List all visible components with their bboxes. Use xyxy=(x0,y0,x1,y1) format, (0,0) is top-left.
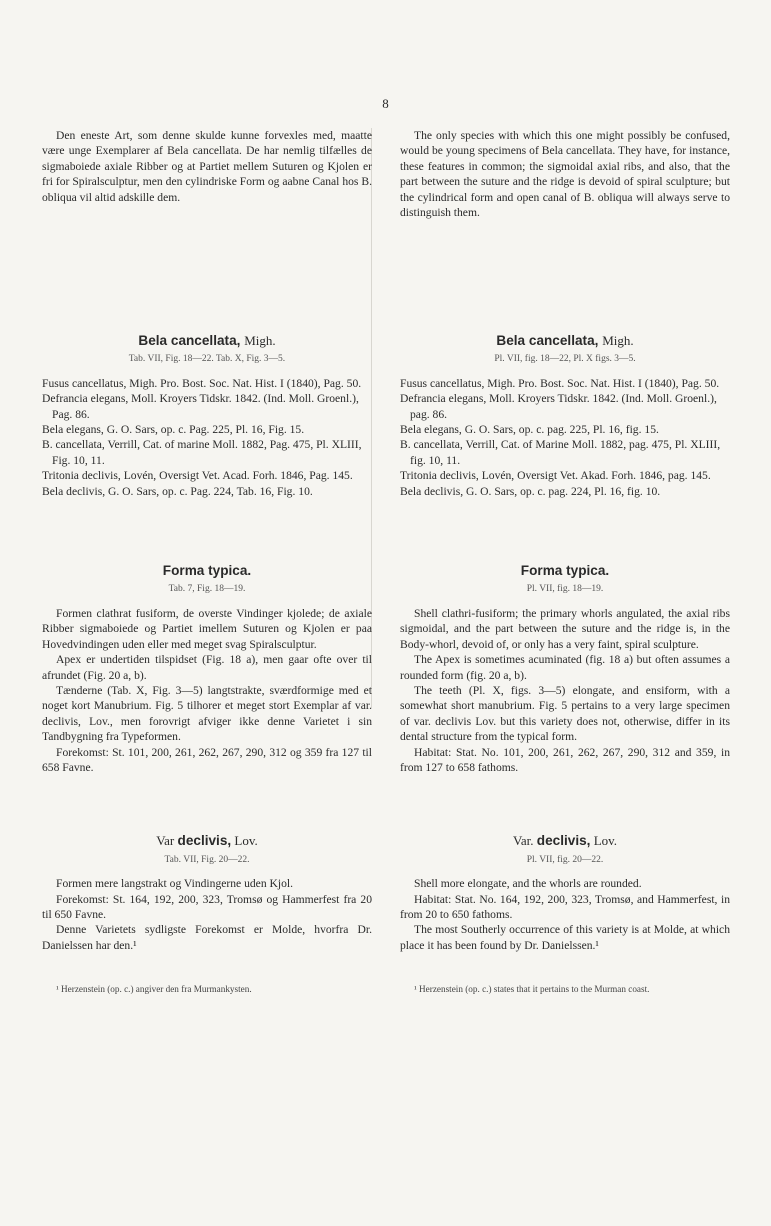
right-column-english xyxy=(400,128,730,995)
variety-paragraph: Denne Varietets sydligste Forekomst er Molde, hvorfra Dr. Danielssen har den.¹ xyxy=(42,923,372,952)
variety-paragraph: Formen mere langstrakt og Vindingerne uden Kjol. xyxy=(56,877,294,891)
synonym-entry: Defrancia elegans, Moll. Kroyers Tidskr. 1842. (Ind. Moll. Groenl.), pag. 86. xyxy=(400,392,717,421)
variety-author: Lov. xyxy=(593,833,618,849)
variety-paragraph: Habitat: Stat. No. 164, 192, 200, 323, Tromsø, and Hammerfest, in from 20 to 650 fathoms. xyxy=(400,892,730,921)
species-heading xyxy=(42,333,372,348)
variety-heading xyxy=(42,833,372,848)
variety-author: Lov. xyxy=(234,833,258,849)
intro-block xyxy=(400,128,730,333)
intro-block xyxy=(42,128,372,333)
synonym-entry: Bela declivis, G. O. Sars, op. c. Pag. 224, Tab. 16, Fig. 10. xyxy=(42,484,313,498)
intro-paragraph: Den eneste Art, som denne skulde kunne forvexles med, maatte være unge Exemplarer af Bela cancellata. De har nemlig tilfælles de sigmaboiede axiale Ribber og at Partiet mellem Suturen og Kjolen er fri for Spiralsculptur, men den cylindriske Form og aabne Canal hos B. obliqua vil altid adskille dem. xyxy=(42,129,372,204)
species-author: Migh. xyxy=(244,333,276,348)
species-figure-reference: Tab. VII, Fig. 18—22. Tab. X, Fig. 3—5. xyxy=(128,354,286,365)
forma-heading: Forma typica. xyxy=(520,563,610,579)
synonym-entry: Tritonia declivis, Lovén, Oversigt Vet. Acad. Forh. 1846, Pag. 145. xyxy=(42,469,353,483)
variety-heading xyxy=(400,833,730,848)
species-title: Bela cancellata, xyxy=(496,333,599,348)
synonym-entry: Fusus cancellatus, Migh. Pro. Bost. Soc. Nat. Hist. I (1840), Pag. 50. xyxy=(42,376,362,390)
synonym-entry: Fusus cancellatus, Migh. Pro. Bost. Soc. Nat. Hist. I (1840), Pag. 50. xyxy=(400,376,720,390)
variety-figure-reference: Pl. VII, fig. 20—22. xyxy=(526,854,604,865)
forma-paragraph: Forekomst: St. 101, 200, 261, 262, 267, 290, 312 og 359 fra 127 til 658 Favne. xyxy=(42,745,372,774)
variety-paragraph: Forekomst: St. 164, 192, 200, 323, Tromsø og Hammerfest fra 20 til 650 Favne. xyxy=(42,892,372,921)
synonym-entry: Bela elegans, G. O. Sars, op. c. Pag. 225, Pl. 16, Fig. 15. xyxy=(42,423,305,437)
left-column-norwegian xyxy=(42,128,372,995)
footnote: ¹ Herzenstein (op. c.) angiver den fra Murmankysten. xyxy=(56,984,252,995)
synonym-entry: Bela elegans, G. O. Sars, op. c. pag. 225, Pl. 16, fig. 15. xyxy=(400,423,659,437)
species-author: Migh. xyxy=(602,333,634,348)
species-figure-reference: Pl. VII, fig. 18—22, Pl. X figs. 3—5. xyxy=(494,354,636,365)
variety-paragraph: The most Southerly occurrence of this variety is at Molde, at which place it has been found by Dr. Danielssen.¹ xyxy=(400,923,730,952)
forma-paragraph: Tænderne (Tab. X, Fig. 3—5) langtstrakte, sværdformige med et noget kort Manubrium. Fig. 5 tilhorer et meget stort Exemplar af var. declivis, Lov., men forovrigt afviger ikke denne Varietet i sin Tandbygning fra Typeformen. xyxy=(42,683,372,744)
variety-figure-reference: Tab. VII, Fig. 20—22. xyxy=(164,854,250,865)
synonym-entry: Bela declivis, G. O. Sars, op. c. pag. 224, Pl. 16, fig. 10. xyxy=(400,484,661,498)
species-title: Bela cancellata, xyxy=(138,333,241,348)
page-number: 8 xyxy=(382,96,389,111)
intro-paragraph: The only species with which this one might possibly be confused, would be young specimens of Bela cancellata. They have, for instance, these features in common; the sigmoidal axial ribs, and also, that the part between the suture and the ridge is devoid of spiral sculpture; but the cylindrical form and open canal of B. obliqua will always serve to distinguish them. xyxy=(400,129,730,220)
forma-paragraph: Shell clathri-fusiform; the primary whorls angulated, the axial ribs sigmoidal, and the part between the suture and the ridge is, in the Body-whorl, devoid of, or only has a very faint, spiral sculpture. xyxy=(400,606,730,651)
variety-name: declivis, xyxy=(536,833,591,849)
forma-heading: Forma typica. xyxy=(162,563,252,579)
forma-figure-reference: Tab. 7, Fig. 18—19. xyxy=(168,584,246,595)
variety-prefix: Var xyxy=(156,833,175,849)
forma-figure-reference: Pl. VII, fig. 18—19. xyxy=(526,584,604,595)
footnote: ¹ Herzenstein (op. c.) states that it pertains to the Murman coast. xyxy=(414,984,650,995)
synonym-entry: Tritonia declivis, Lovén, Oversigt Vet. Akad. Forh. 1846, pag. 145. xyxy=(400,469,711,483)
forma-paragraph: The Apex is sometimes acuminated (fig. 18 a) but often assumes a rounded form (fig. 20 a, b). xyxy=(400,653,730,682)
synonym-entry: B. cancellata, Verrill, Cat. of marine Moll. 1882, Pag. 475, Pl. XLIII, Fig. 10, 11. xyxy=(42,438,362,467)
forma-paragraph: Formen clathrat fusiform, de overste Vindinger kjolede; de axiale Ribber sigmaboiede og Partiet imellem Suturen og Kjolen er paa Hovedvindingen uden eller med meget svag Spiralsculptur. xyxy=(42,606,372,651)
variety-prefix: Var. xyxy=(512,833,534,849)
synonym-entry: B. cancellata, Verrill, Cat. of Marine Moll. 1882, pag. 475, Pl. XLIII, fig. 10, 11. xyxy=(400,438,721,467)
forma-paragraph: The teeth (Pl. X, figs. 3—5) elongate, and ensiform, with a somewhat short manubrium. Fig. 5 pertains to a very large specimen of var. declivis Lov. but this variety does not, otherwise, differ in its dental structure from the typical form. xyxy=(400,683,730,744)
variety-name: declivis, xyxy=(177,833,232,849)
synonym-entry: Defrancia elegans, Moll. Kroyers Tidskr. 1842. (Ind. Moll. Groenl.), Pag. 86. xyxy=(42,392,359,421)
variety-paragraph: Shell more elongate, and the whorls are rounded. xyxy=(414,877,642,891)
species-heading xyxy=(400,333,730,348)
forma-paragraph: Habitat: Stat. No. 101, 200, 261, 262, 267, 290, 312 and 359, in from 127 to 658 fathoms. xyxy=(400,745,730,774)
forma-paragraph: Apex er undertiden tilspidset (Fig. 18 a), men gaar ofte over til afrundet (Fig. 20 a, b). xyxy=(42,653,372,682)
